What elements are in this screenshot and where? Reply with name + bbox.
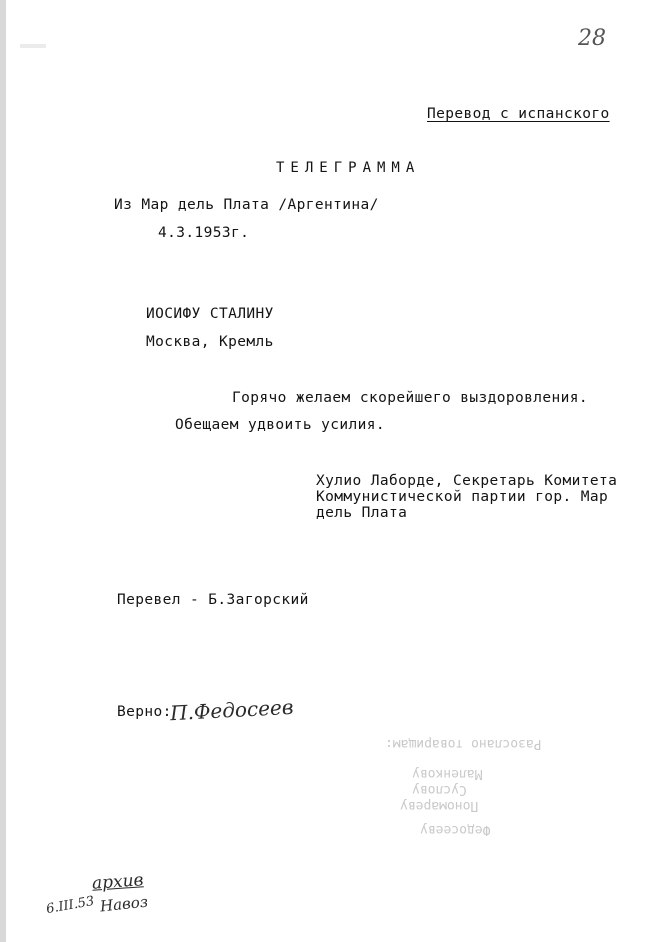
bleed-through-line: Федосееву (420, 822, 491, 837)
signature-line: Коммунистической партии гор. Мар (316, 489, 609, 505)
document-title: ТЕЛЕГРАММА (276, 160, 421, 176)
origin-line: Из Мар дель Плата /Аргентина/ (114, 197, 379, 213)
bleed-through-line: Суслову (412, 782, 467, 797)
body-line: Горячо желаем скорейшего выздоровления. (232, 390, 589, 406)
body-line: Обещаем удвоить усилия. (175, 417, 385, 433)
recipient-address: Москва, Кремль (146, 334, 274, 350)
bleed-through-line: Маленкову (412, 766, 483, 781)
verified-label: Верно: (117, 704, 172, 720)
bleed-through-line: Разослано товарищам: (385, 736, 542, 751)
telegram-date: 4.3.1953г. (158, 225, 250, 241)
verified-signature: П.Федосеев (169, 694, 295, 726)
signature-line: дель Плата (316, 505, 408, 521)
archive-note: архив (91, 870, 145, 894)
bleed-through-line: Пономареву (400, 798, 479, 813)
margin-sub-note: Навоз (99, 892, 149, 916)
translation-note: Перевод с испанского (427, 106, 610, 122)
page-number: 28 (578, 26, 606, 51)
translator-line: Перевел - Б.Загорский (117, 592, 309, 608)
smudge-mark (20, 44, 46, 48)
signature-line: Хулио Лаборде, Секретарь Комитета (316, 473, 618, 489)
margin-date-note: 6.III.53 (45, 893, 96, 918)
recipient-name: ИОСИФУ СТАЛИНУ (146, 306, 274, 322)
